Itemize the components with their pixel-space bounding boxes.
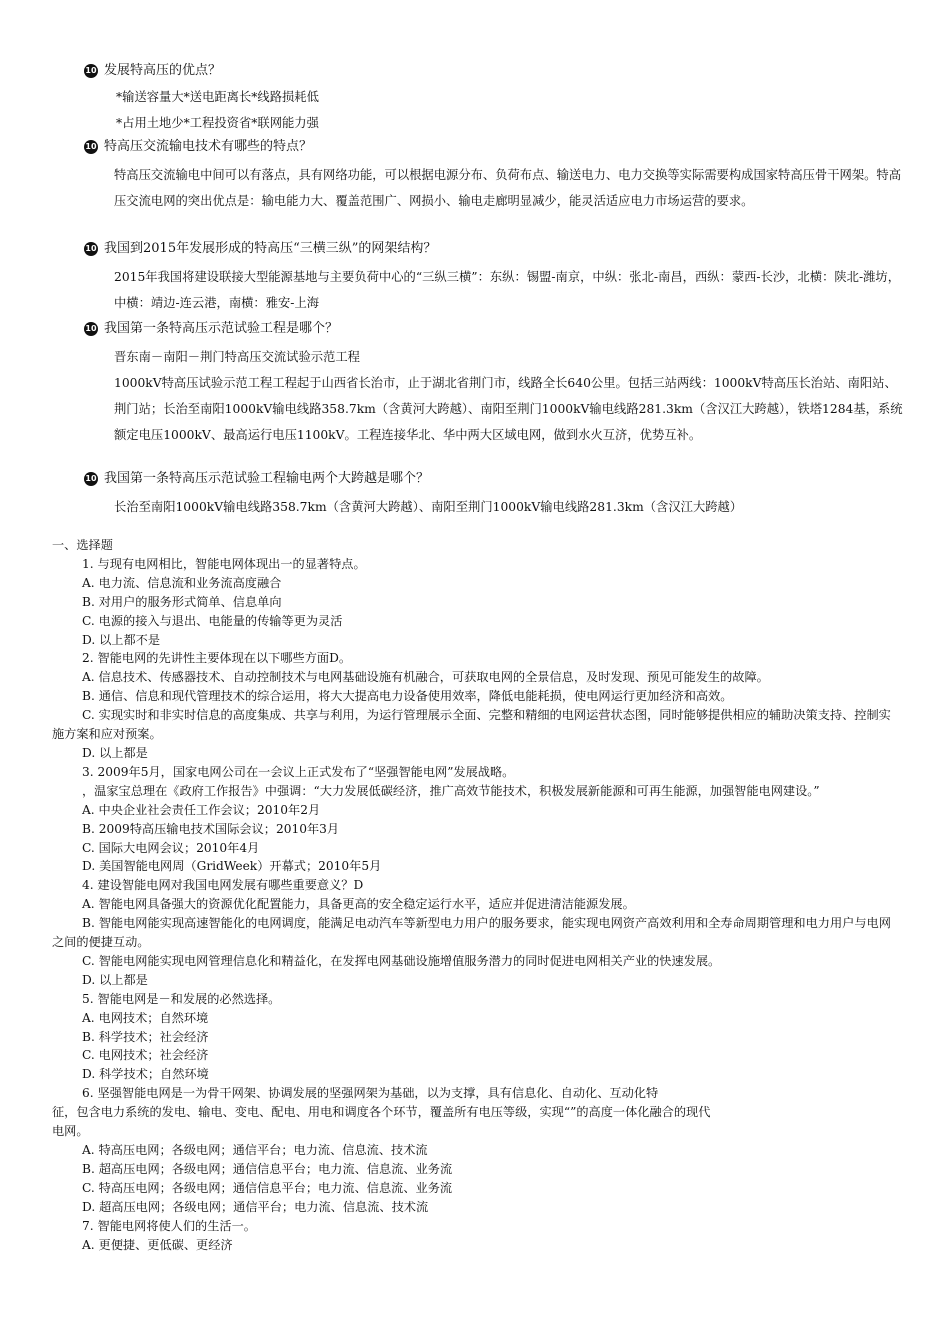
- quiz-question: 7. 智能电网将使人们的生活一。: [82, 1218, 256, 1233]
- quiz-option: D. 美国智能电网周（GridWeek）开幕式；2010年5月: [82, 859, 382, 874]
- quiz-option: B. 2009特高压输电技术国际会议；2010年3月: [82, 821, 340, 836]
- answer-paragraph: 特高压交流输电中间可以有落点，具有网络功能，可以根据电源分布、负荷布点、输送电力、电力交换等实际需要构成国家特高压骨干网架。特高压交流电网的突出优点是：输电能力大、覆盖范围广、网损小、输电走廊明显减少，能灵活适应电力市场运营的要求。: [114, 168, 902, 208]
- numbered-bullet-icon: 10: [84, 64, 98, 78]
- quiz-question: 2. 智能电网的先讲性主要体现在以下哪些方面D。: [82, 651, 352, 666]
- section-heading: 一、选择题: [52, 538, 113, 552]
- quiz-question: 6. 坚强智能电网是一为骨干网架、协调发展的坚强网架为基础，以为支撑，具有信息化、自动化、互动化特: [82, 1086, 659, 1101]
- qa-question: [84, 470, 904, 488]
- quiz-section: [52, 536, 892, 1254]
- quiz-option: A. 特高压电网；各级电网；通信平台；电力流、信息流、技术流: [82, 1143, 428, 1157]
- answer-line: 晋东南－南阳－荆门特高压交流试验示范工程: [114, 350, 360, 364]
- qa-question: [84, 320, 904, 338]
- question-text: 发展特高压的优点？: [104, 63, 222, 78]
- quiz-option: C. 国际大电网会议；2010年4月: [82, 840, 260, 855]
- quiz-option: D. 超高压电网；各级电网；通信平台；电力流、信息流、技术流: [82, 1199, 429, 1214]
- quiz-text-line: 征，包含电力系统的发电、输电、变电、配电、用电和调度各个环节，覆盖所有电压等级，实现“”的高度一体化融合的现代: [52, 1105, 711, 1120]
- quiz-option: A. 电网技术；自然环境: [82, 1010, 209, 1025]
- quiz-option: A. 中央企业社会责任工作会议；2010年2月: [82, 802, 321, 817]
- numbered-bullet-icon: 10: [84, 472, 98, 486]
- quiz-option: B. 超高压电网；各级电网；通信信息平台；电力流、信息流、业务流: [82, 1161, 453, 1176]
- answer-line: *占用土地少*工程投资省*联网能力强: [116, 116, 319, 130]
- quiz-option: D. 以上都是: [82, 745, 148, 760]
- quiz-option: B. 通信、信息和现代管理技术的综合运用，将大大提高电力设备使用效率，降低电能耗损，使电网运行更加经济和高效。: [82, 689, 733, 704]
- quiz-question: 1. 与现有电网相比，智能电网体现出一的显著特点。: [82, 556, 366, 571]
- quiz-text-line: ，温家宝总理在《政府工作报告》中强调：“大力发展低碳经济，推广高效节能技术，积极发展新能源和可再生能源，加强智能电网建设。”: [82, 783, 820, 798]
- question-text: 我国第一条特高压示范试验工程输电两个大跨越是哪个？: [104, 471, 430, 486]
- quiz-lines: [52, 555, 892, 1255]
- quiz-option: D. 以上都是: [82, 972, 148, 987]
- quiz-option: A. 智能电网具备强大的资源优化配置能力，具备更高的安全稳定运行水平，适应并促进清洁能源发展。: [82, 897, 635, 912]
- answer-line: *输送容量大*送电距离长*线路损耗低: [116, 90, 319, 104]
- quiz-text-line: B. 智能电网能实现高速智能化的电网调度，能满足电动汽车等新型电力用户的服务要求，能实现电网资产高效利用和全寿命周期管理和电力用户与电网之间的便捷互动。: [52, 916, 891, 950]
- question-text: 我国第一条特高压示范试验工程是哪个？: [104, 321, 339, 336]
- quiz-option: C. 电源的接入与退出、电能量的传输等更为灵活: [82, 613, 343, 628]
- question-text: 我国到2015年发展形成的特高压“三横三纵”的网架结构？: [104, 241, 437, 256]
- qa-question: [84, 240, 904, 258]
- quiz-option: A. 电力流、信息流和业务流高度融合: [82, 575, 282, 590]
- qa-item: [84, 240, 904, 316]
- answer-line: 长治至南阳1000kV输电线路358.7km（含黄河大跨越）、南阳至荆门1000kV输电线路281.3km（含汉江大跨越）: [114, 500, 743, 514]
- quiz-question: 4. 建设智能电网对我国电网发展有哪些重要意义？D: [82, 878, 364, 893]
- quiz-text-line: 电网。: [52, 1124, 89, 1139]
- quiz-option: C. 智能电网能实现电网管理信息化和精益化，在发挥电网基础设施增值服务潜力的同时促进电网相关产业的快速发展。: [82, 953, 721, 968]
- answer-paragraph: 1000kV特高压试验示范工程工程起于山西省长治市，止于湖北省荆门市，线路全长640公里。包括三站两线：1000kV特高压长治站、南阳站、荆门站；长治至南阳1000kV输电线路358.7km（含黄河大跨越）、南阳至荆门1000kV输电线路281.3km（含汉江大跨越），铁塔1284基，系统额定电压1000kV、最高运行电压1100kV。工程连接华北、华中两大区域电网，做到水火互济，优势互补。: [114, 376, 903, 442]
- quiz-option: D. 以上都不是: [82, 632, 161, 647]
- qa-item: [84, 138, 904, 214]
- quiz-option: D. 科学技术；自然环境: [82, 1067, 209, 1082]
- qa-item: [84, 62, 904, 136]
- quiz-question: 3. 2009年5月，国家电网公司在一会议上正式发布了“坚强智能电网”发展战略。: [82, 764, 515, 779]
- quiz-text-line: C. 实现实时和非实时信息的高度集成、共享与利用，为运行管理展示全面、完整和精细的电网运营状态图，同时能够提供相应的辅助决策支持、控制实施方案和应对预案。: [52, 708, 891, 742]
- quiz-option: B. 对用户的服务形式简单、信息单向: [82, 594, 282, 609]
- quiz-option: B. 科学技术；社会经济: [82, 1029, 209, 1044]
- quiz-option: C. 电网技术；社会经济: [82, 1048, 209, 1063]
- question-text: 特高压交流输电技术有哪些的特点？: [104, 139, 313, 154]
- answer-paragraph: 2015年我国将建设联接大型能源基地与主要负荷中心的“三纵三横”：东纵：锡盟-南京，中纵：张北-南昌，西纵：蒙西-长沙，北横：陕北-潍坊，中横：靖边-连云港，南横：雅安-上海: [114, 270, 901, 310]
- qa-item: [84, 470, 904, 520]
- quiz-option: A. 信息技术、传感器技术、自动控制技术与电网基础设施有机融合，可获取电网的全景信息，及时发现、预见可能发生的故障。: [82, 670, 769, 685]
- quiz-option: C. 特高压电网；各级电网；通信信息平台；电力流、信息流、业务流: [82, 1180, 453, 1195]
- quiz-option: A. 更便捷、更低碳、更经济: [82, 1237, 233, 1252]
- qa-question: [84, 62, 904, 80]
- quiz-question: 5. 智能电网是－和发展的必然选择。: [82, 991, 281, 1006]
- qa-question: [84, 138, 904, 156]
- numbered-bullet-icon: 10: [84, 140, 98, 154]
- numbered-bullet-icon: 10: [84, 242, 98, 256]
- qa-item: [84, 320, 904, 448]
- numbered-bullet-icon: 10: [84, 322, 98, 336]
